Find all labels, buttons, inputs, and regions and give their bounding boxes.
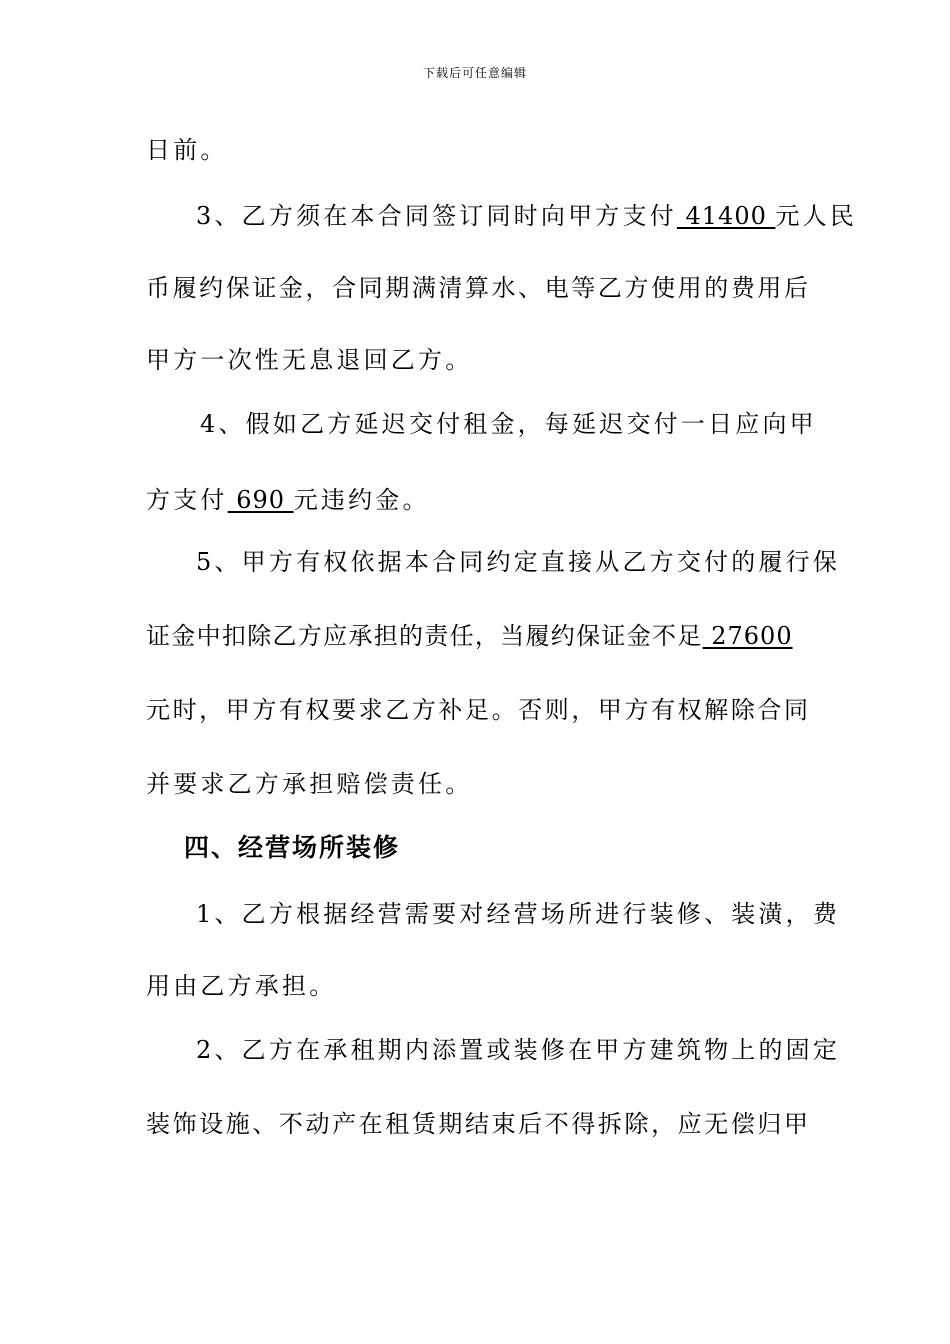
decor-clause-2-text: 乙方在承租期内添置或装修在甲方建筑物上的固定: [241, 1036, 841, 1064]
decor-clause-2-number: 2、: [196, 1036, 242, 1064]
clause-5-line-3: 元时，甲方有权要求乙方补足。否则，甲方有权解除合同: [146, 696, 808, 724]
clause-5-number: 5、: [196, 548, 242, 576]
decor-clause-1-line-2: 用由乙方承担。: [146, 972, 337, 1000]
clause-5-text: 甲方有权依据本合同约定直接从乙方交付的履行保: [241, 548, 841, 576]
clause-4-text: 假如乙方延迟交付租金，每延迟交付一日应向甲: [245, 410, 817, 438]
text-line-1: 日前。: [146, 136, 228, 164]
clause-4-number: 4、: [200, 410, 246, 438]
deposit-amount: 41400: [676, 202, 776, 230]
clause-5-text-2: 证金中扣除乙方应承担的责任，当履约保证金不足: [146, 622, 703, 650]
clause-3-text: 乙方须在本合同签订同时向甲方支付: [241, 202, 677, 230]
clause-3-unit: 元人民: [775, 202, 858, 230]
decor-clause-2-line-1: [196, 1030, 841, 1070]
clause-4-text-3: 元违约金。: [293, 486, 430, 514]
clause-3-number: 3、: [196, 202, 242, 230]
decor-clause-1-text: 乙方根据经营需要对经营场所进行装修、装潢，费: [241, 900, 841, 928]
clause-5-line-1: [196, 542, 841, 582]
penalty-amount: 690: [227, 486, 294, 514]
shortfall-amount: 27600: [702, 622, 793, 650]
clause-3-line-3: 甲方一次性无息退回乙方。: [146, 346, 473, 374]
section-heading-4: 四、经营场所装修: [184, 833, 401, 862]
decor-clause-2-line-2: 装饰设施、不动产在租赁期结束后不得拆除，应无偿归甲: [146, 1110, 808, 1138]
clause-4-line-1: [200, 404, 817, 444]
decor-clause-1-line-1: [196, 894, 841, 934]
clause-3-line-1: [196, 196, 858, 236]
clause-5-line-4: 并要求乙方承担赔偿责任。: [146, 770, 473, 798]
clause-4-line-2: [146, 480, 808, 520]
page-header: 下载后可任意编辑: [422, 66, 527, 80]
clause-3-line-2: 币履约保证金，合同期满清算水、电等乙方使用的费用后: [146, 274, 808, 302]
decor-clause-1-number: 1、: [196, 900, 242, 928]
clause-5-line-2: [146, 616, 808, 656]
clause-4-text-2: 方支付: [146, 486, 228, 514]
